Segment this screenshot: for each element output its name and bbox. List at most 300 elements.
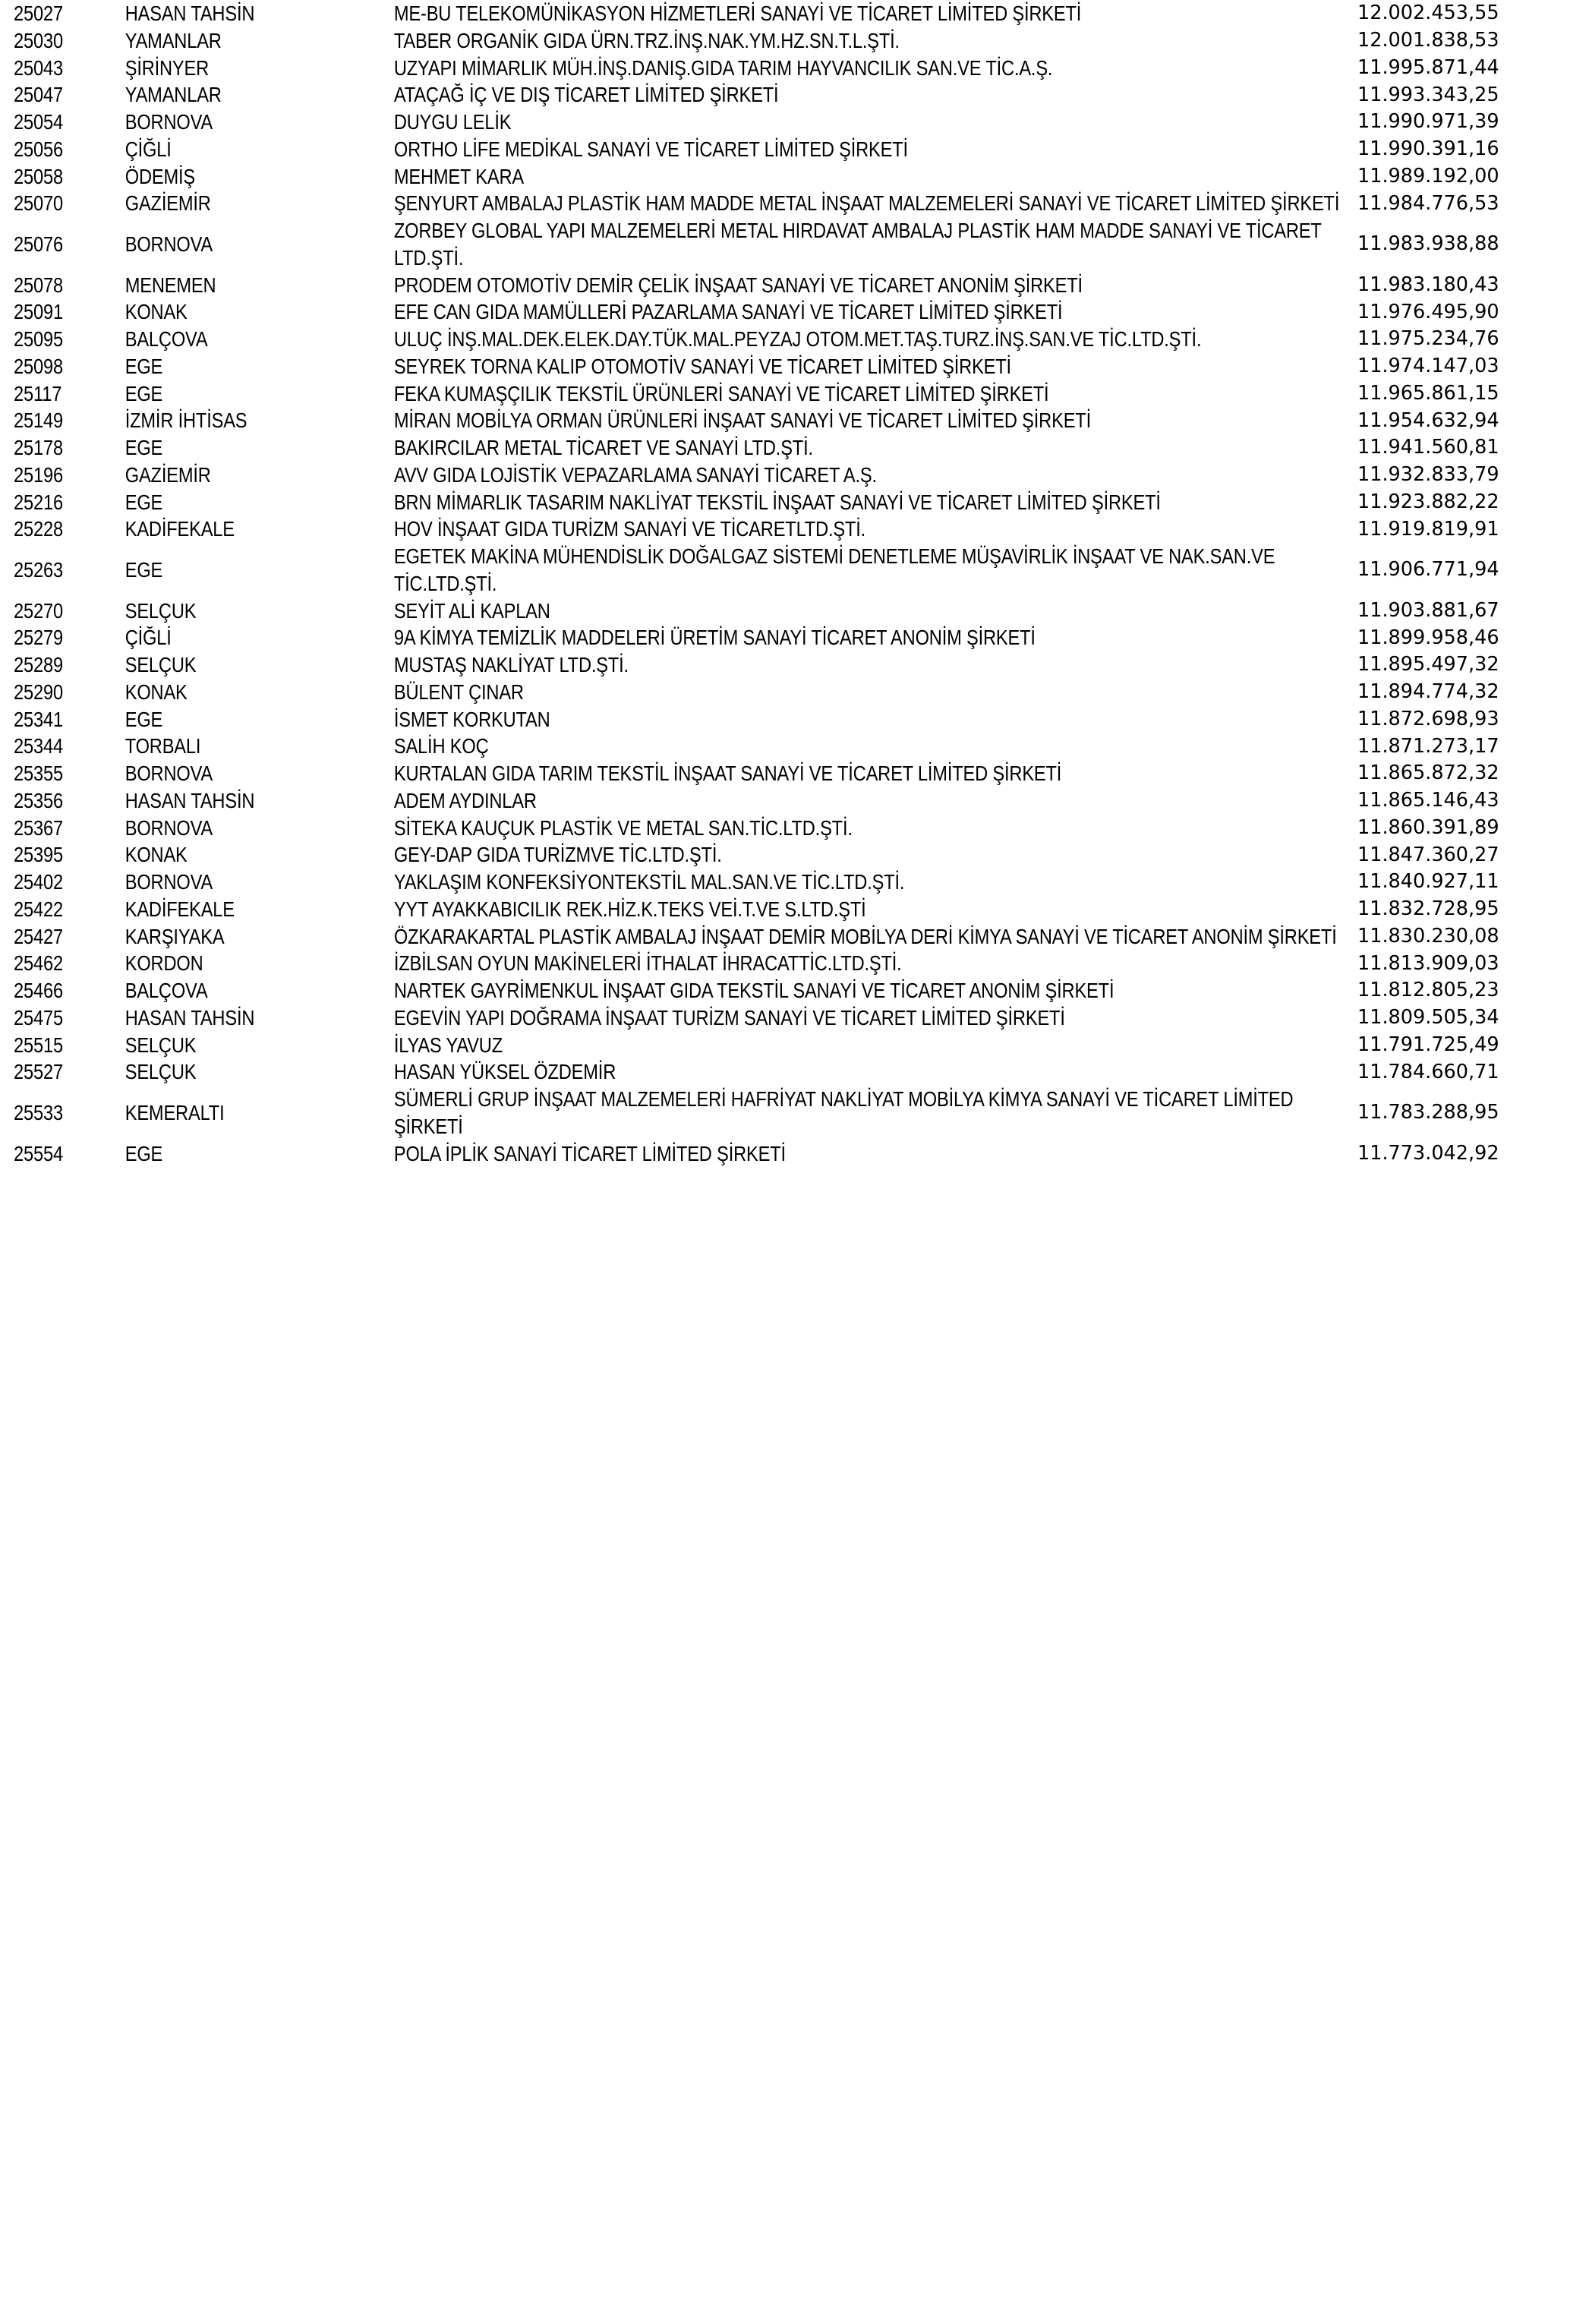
tax-office-name: SELÇUK [125, 598, 197, 623]
taxpayer-code: 25228 [14, 517, 63, 541]
cell-name [393, 0, 1354, 27]
taxpayer-code: 25554 [14, 1141, 63, 1165]
tax-office-name: KONAK [125, 843, 188, 867]
tax-amount: 11.784.660,71 [1357, 1060, 1499, 1083]
tax-amount: 11.903.881,67 [1357, 598, 1499, 622]
taxpayer-code: 25527 [14, 1060, 63, 1084]
cell-office [124, 217, 393, 272]
taxpayer-code: 25279 [14, 626, 63, 650]
cell-code [0, 841, 124, 869]
taxpayer-name: BÜLENT ÇINAR [393, 680, 524, 704]
taxpayer-name: UZYAPI MİMARLIK MÜH.İNŞ.DANIŞ.GIDA TARIM HAYVANCILIK SAN.VE TİC.A.Ş. [393, 55, 1053, 80]
tax-amount: 11.809.505,34 [1357, 1006, 1499, 1030]
cell-office [124, 869, 393, 896]
cell-name [393, 1086, 1354, 1140]
cell-name [393, 326, 1354, 353]
tax-office-name: KADİFEKALE [125, 517, 235, 541]
tax-office-name: ÖDEMİŞ [125, 164, 195, 188]
taxpayer-name: HASAN YÜKSEL ÖZDEMİR [393, 1060, 616, 1084]
taxpayer-name: ORTHO LİFE MEDİKAL SANAYİ VE TİCARET LİMİTED ŞİRKETİ [393, 137, 908, 161]
cell-code [0, 272, 124, 299]
cell-name [393, 815, 1354, 842]
taxpayer-name: BRN MİMARLIK TASARIM NAKLİYAT TEKSTİL İNŞAAT SANAYİ VE TİCARET LİMİTED ŞİRKETİ [393, 490, 1161, 514]
cell-amount [1354, 706, 1589, 733]
taxpayer-name: YAKLAŞIM KONFEKSİYONTEKSTİL MAL.SAN.VE TİC.LTD.ŞTİ. [393, 870, 905, 894]
cell-code [0, 27, 124, 55]
taxpayer-name: İSMET KORKUTAN [393, 707, 550, 731]
cell-name [393, 272, 1354, 299]
cell-office [124, 1058, 393, 1086]
tax-amount: 11.984.776,53 [1357, 191, 1499, 215]
tax-office-name: EGE [125, 490, 163, 514]
cell-name [393, 109, 1354, 136]
table-row [0, 0, 1589, 27]
taxpayer-name: TABER ORGANİK GIDA ÜRN.TRZ.İNŞ.NAK.YM.HZ.SN.T.L.ŞTİ. [393, 28, 900, 52]
cell-name [393, 516, 1354, 543]
cell-name [393, 1058, 1354, 1086]
tax-office-name: GAZİEMİR [125, 191, 211, 216]
cell-amount [1354, 869, 1589, 896]
cell-code [0, 923, 124, 951]
taxpayer-code: 25098 [14, 354, 63, 378]
taxpayer-name: SÜMERLİ GRUP İNŞAAT MALZEMELERİ HAFRİYAT NAKLİYAT MOBİLYA KİMYA SANAYİ VE TİCARET LİMİTED ŞİRKETİ [393, 1087, 1294, 1138]
cell-name [393, 1140, 1354, 1168]
cell-amount [1354, 1086, 1589, 1140]
cell-name [393, 407, 1354, 434]
cell-amount [1354, 923, 1589, 951]
taxpayer-name: ÖZKARAKARTAL PLASTİK AMBALAJ İNŞAAT DEMİR MOBİLYA DERİ KİMYA SANAYİ VE TİCARET ANONİM ŞİRKETİ [393, 924, 1337, 948]
cell-name [393, 217, 1354, 272]
cell-amount [1354, 81, 1589, 109]
taxpayer-code: 25196 [14, 462, 63, 487]
table-row [0, 896, 1589, 923]
cell-office [124, 380, 393, 408]
cell-amount [1354, 977, 1589, 1004]
taxpayer-code: 25533 [14, 1100, 63, 1124]
tax-office-name: HASAN TAHSİN [125, 788, 255, 812]
cell-name [393, 787, 1354, 815]
cell-amount [1354, 272, 1589, 299]
table-row [0, 407, 1589, 434]
taxpayer-code: 25344 [14, 734, 63, 758]
cell-amount [1354, 624, 1589, 651]
taxpayer-code: 25515 [14, 1033, 63, 1057]
tax-office-name: İZMİR İHTİSAS [125, 408, 247, 433]
cell-amount [1354, 136, 1589, 163]
tax-office-name: EGE [125, 436, 163, 459]
tax-office-name: KORDON [125, 951, 203, 976]
cell-office [124, 353, 393, 380]
cell-code [0, 380, 124, 408]
tax-office-name: EGE [125, 1141, 163, 1165]
cell-code [0, 1004, 124, 1032]
tax-amount: 11.974.147,03 [1357, 355, 1499, 378]
taxpayer-name: ADEM AYDINLAR [393, 788, 537, 812]
cell-name [393, 841, 1354, 869]
table-row [0, 489, 1589, 516]
cell-amount [1354, 1004, 1589, 1032]
cell-office [124, 815, 393, 842]
tax-office-name: KONAK [125, 300, 188, 324]
tax-office-name: KADİFEKALE [125, 897, 235, 921]
taxpayer-code: 25466 [14, 979, 63, 1002]
taxpayer-code: 25076 [14, 232, 63, 256]
cell-code [0, 1058, 124, 1086]
tax-office-name: ŞİRİNYER [125, 55, 210, 80]
cell-office [124, 1032, 393, 1059]
table-row [0, 706, 1589, 733]
cell-office [124, 543, 393, 598]
tax-office-name: EGE [125, 354, 163, 378]
taxpayer-code: 25047 [14, 83, 63, 107]
taxpayer-name: ŞENYURT AMBALAJ PLASTİK HAM MADDE METAL İNŞAAT MALZEMELERİ SANAYİ VE TİCARET LİMİTED ŞİRKETİ [393, 191, 1340, 216]
table-row [0, 679, 1589, 706]
taxpayer-name: GEY-DAP GIDA TURİZMVE TİC.LTD.ŞTİ. [393, 843, 722, 867]
cell-office [124, 298, 393, 326]
cell-code [0, 462, 124, 489]
cell-code [0, 109, 124, 136]
cell-office [124, 136, 393, 163]
table-row [0, 353, 1589, 380]
table-row [0, 1032, 1589, 1059]
taxpayer-code: 25422 [14, 897, 63, 921]
cell-name [393, 624, 1354, 651]
cell-name [393, 380, 1354, 408]
cell-office [124, 787, 393, 815]
taxpayer-name: HOV İNŞAAT GIDA TURİZM SANAYİ VE TİCARETLTD.ŞTİ. [393, 517, 866, 541]
tax-amount: 11.954.632,94 [1357, 408, 1499, 432]
taxpayer-code: 25043 [14, 55, 63, 80]
tax-office-name: HASAN TAHSİN [125, 1005, 255, 1030]
taxpayer-code: 25216 [14, 490, 63, 514]
taxpayer-name: KURTALAN GIDA TARIM TEKSTİL İNŞAAT SANAYİ VE TİCARET LİMİTED ŞİRKETİ [393, 762, 1062, 785]
cell-name [393, 977, 1354, 1004]
cell-amount [1354, 462, 1589, 489]
cell-name [393, 1032, 1354, 1059]
cell-office [124, 977, 393, 1004]
taxpayer-code: 25355 [14, 762, 63, 785]
tax-amount: 11.773.042,92 [1357, 1141, 1499, 1165]
tax-office-name: BORNOVA [125, 232, 213, 256]
tax-amount: 11.983.180,43 [1357, 273, 1499, 296]
cell-code [0, 598, 124, 625]
cell-name [393, 651, 1354, 679]
cell-amount [1354, 787, 1589, 815]
table-row [0, 1004, 1589, 1032]
cell-office [124, 598, 393, 625]
cell-amount [1354, 1058, 1589, 1086]
cell-name [393, 434, 1354, 462]
tax-amount: 11.783.288,95 [1357, 1101, 1499, 1124]
taxpayer-code: 25091 [14, 300, 63, 324]
taxpayer-code: 25462 [14, 951, 63, 976]
cell-amount [1354, 760, 1589, 787]
tax-amount: 11.872.698,93 [1357, 707, 1499, 730]
tax-amount: 11.832.728,95 [1357, 897, 1499, 921]
cell-office [124, 1140, 393, 1168]
cell-office [124, 706, 393, 733]
cell-code [0, 81, 124, 109]
tax-amount: 11.989.192,00 [1357, 164, 1499, 188]
taxpayer-code: 25356 [14, 788, 63, 812]
tax-office-name: YAMANLAR [125, 28, 222, 52]
cell-amount [1354, 0, 1589, 27]
tax-office-name: TORBALI [125, 734, 201, 758]
cell-office [124, 624, 393, 651]
table-row [0, 598, 1589, 625]
cell-name [393, 190, 1354, 217]
tax-office-name: SELÇUK [125, 653, 197, 676]
cell-office [124, 27, 393, 55]
tax-amount: 11.865.146,43 [1357, 789, 1499, 812]
taxpayer-code: 25178 [14, 436, 63, 459]
taxpayer-code: 25027 [14, 2, 63, 25]
cell-name [393, 598, 1354, 625]
table-row [0, 787, 1589, 815]
cell-office [124, 516, 393, 543]
taxpayer-name: SALİH KOÇ [393, 734, 489, 758]
cell-name [393, 353, 1354, 380]
cell-name [393, 462, 1354, 489]
cell-amount [1354, 380, 1589, 408]
cell-office [124, 1086, 393, 1140]
cell-office [124, 462, 393, 489]
cell-amount [1354, 598, 1589, 625]
cell-office [124, 841, 393, 869]
taxpayer-name: 9A KİMYA TEMİZLİK MADDELERİ ÜRETİM SANAYİ TİCARET ANONİM ŞİRKETİ [393, 626, 1036, 650]
table-row [0, 1058, 1589, 1086]
tax-office-name: EGE [125, 707, 163, 731]
taxpayer-code: 25367 [14, 815, 63, 840]
cell-amount [1354, 489, 1589, 516]
table-row [0, 624, 1589, 651]
taxpayer-code: 25263 [14, 557, 63, 582]
cell-amount [1354, 733, 1589, 760]
table-row [0, 841, 1589, 869]
taxpayer-name: FEKA KUMAŞÇILIK TEKSTİL ÜRÜNLERİ SANAYİ VE TİCARET LİMİTED ŞİRKETİ [393, 381, 1049, 405]
tax-office-name: GAZİEMİR [125, 462, 211, 487]
taxpayer-name: ME-BU TELEKOMÜNİKASYON HİZMETLERİ SANAYİ VE TİCARET LİMİTED ŞİRKETİ [393, 2, 1082, 25]
table-row [0, 217, 1589, 272]
cell-office [124, 923, 393, 951]
taxpayer-name: ULUÇ İNŞ.MAL.DEK.ELEK.DAY.TÜK.MAL.PEYZAJ OTOM.MET.TAŞ.TURZ.İNŞ.SAN.VE TİC.LTD.ŞTİ. [393, 327, 1202, 351]
cell-name [393, 163, 1354, 191]
table-row [0, 298, 1589, 326]
cell-code [0, 760, 124, 787]
cell-code [0, 543, 124, 598]
taxpayer-code: 25395 [14, 843, 63, 867]
cell-code [0, 55, 124, 82]
tax-office-name: KONAK [125, 680, 188, 704]
taxpayer-name: DUYGU LELİK [393, 110, 512, 134]
tax-office-name: KEMERALTI [125, 1100, 225, 1124]
cell-code [0, 815, 124, 842]
taxpayer-name: MEHMET KARA [393, 164, 524, 188]
table-row [0, 136, 1589, 163]
table-row [0, 27, 1589, 55]
cell-office [124, 109, 393, 136]
cell-amount [1354, 27, 1589, 55]
taxpayer-code: 25290 [14, 680, 63, 704]
cell-office [124, 55, 393, 82]
taxpayer-name: MUSTAŞ NAKLİYAT LTD.ŞTİ. [393, 653, 629, 676]
cell-office [124, 407, 393, 434]
taxpayer-code: 25054 [14, 110, 63, 134]
tax-office-name: BORNOVA [125, 815, 213, 840]
cell-office [124, 679, 393, 706]
cell-code [0, 1086, 124, 1140]
cell-code [0, 217, 124, 272]
tax-office-name: BALÇOVA [125, 979, 208, 1002]
cell-amount [1354, 434, 1589, 462]
tax-office-name: SELÇUK [125, 1033, 197, 1057]
tax-amount: 11.975.234,76 [1357, 327, 1499, 351]
tax-office-name: KARŞIYAKA [125, 924, 225, 948]
tax-amount: 11.965.861,15 [1357, 381, 1499, 405]
cell-code [0, 787, 124, 815]
table-row [0, 190, 1589, 217]
table-row [0, 380, 1589, 408]
cell-code [0, 1032, 124, 1059]
taxpayer-name: EGETEK MAKİNA MÜHENDİSLİK DOĞALGAZ SİSTEMİ DENETLEME MÜŞAVİRLİK İNŞAAT VE NAK.SAN.VE TİC.LTD.ŞTİ. [393, 544, 1275, 595]
cell-amount [1354, 950, 1589, 977]
cell-amount [1354, 651, 1589, 679]
tax-amount: 11.990.391,16 [1357, 137, 1499, 161]
cell-code [0, 163, 124, 191]
tax-office-name: MENEMEN [125, 273, 216, 297]
taxpayer-name: ATAÇAĞ İÇ VE DIŞ TİCARET LİMİTED ŞİRKETİ [393, 83, 779, 107]
taxpayer-name: ZORBEY GLOBAL YAPI MALZEMELERİ METAL HIRDAVAT AMBALAJ PLASTİK HAM MADDE SANAYİ VE TİCARET LTD.ŞTİ. [393, 219, 1322, 270]
tax-amount: 11.895.497,32 [1357, 653, 1499, 676]
cell-amount [1354, 326, 1589, 353]
tax-office-name: HASAN TAHSİN [125, 2, 255, 25]
taxpayer-code: 25149 [14, 408, 63, 433]
cell-name [393, 896, 1354, 923]
tax-office-name: BORNOVA [125, 110, 213, 134]
tax-office-name: ÇİĞLİ [125, 137, 172, 161]
cell-amount [1354, 55, 1589, 82]
cell-code [0, 516, 124, 543]
taxpayer-name: MİRAN MOBİLYA ORMAN ÜRÜNLERİ İNŞAAT SANAYİ VE TİCARET LİMİTED ŞİRKETİ [393, 408, 1091, 433]
taxpayer-name: YYT AYAKKABICILIK REK.HİZ.K.TEKS VEİ.T.VE S.LTD.ŞTİ [393, 897, 866, 921]
taxpayer-code: 25402 [14, 870, 63, 894]
cell-name [393, 869, 1354, 896]
cell-name [393, 706, 1354, 733]
cell-office [124, 896, 393, 923]
taxpayer-name: İLYAS YAVUZ [393, 1033, 503, 1057]
cell-name [393, 27, 1354, 55]
cell-office [124, 760, 393, 787]
tax-amount: 12.002.453,55 [1357, 2, 1499, 25]
tax-office-name: EGE [125, 557, 163, 582]
tax-amount: 11.995.871,44 [1357, 55, 1499, 79]
table-row [0, 733, 1589, 760]
taxpayer-name: EGEVİN YAPI DOĞRAMA İNŞAAT TURİZM SANAYİ VE TİCARET LİMİTED ŞİRKETİ [393, 1005, 1065, 1030]
tax-amount: 11.894.774,32 [1357, 680, 1499, 704]
tax-office-name: ÇİĞLİ [125, 626, 172, 650]
cell-code [0, 651, 124, 679]
table-row [0, 815, 1589, 842]
tax-amount: 11.906.771,94 [1357, 558, 1499, 582]
cell-code [0, 679, 124, 706]
cell-name [393, 489, 1354, 516]
taxpayer-code: 25070 [14, 191, 63, 216]
table-row [0, 462, 1589, 489]
cell-code [0, 434, 124, 462]
tax-amount: 11.847.360,27 [1357, 843, 1499, 866]
tax-amount: 11.830.230,08 [1357, 924, 1499, 948]
tax-amount: 11.860.391,89 [1357, 815, 1499, 839]
tax-amount: 12.001.838,53 [1357, 29, 1499, 52]
taxpayer-name: SEYREK TORNA KALIP OTOMOTİV SANAYİ VE TİCARET LİMİTED ŞİRKETİ [393, 354, 1011, 378]
table-row [0, 651, 1589, 679]
taxpayer-name: PRODEM OTOMOTİV DEMİR ÇELİK İNŞAAT SANAYİ VE TİCARET ANONİM ŞİRKETİ [393, 273, 1083, 297]
taxpayer-name: BAKIRCILAR METAL TİCARET VE SANAYİ LTD.ŞTİ. [393, 436, 813, 459]
cell-office [124, 651, 393, 679]
cell-amount [1354, 841, 1589, 869]
table-row [0, 923, 1589, 951]
cell-code [0, 0, 124, 27]
tax-office-name: BORNOVA [125, 870, 213, 894]
table-row [0, 163, 1589, 191]
cell-amount [1354, 815, 1589, 842]
cell-office [124, 0, 393, 27]
cell-name [393, 543, 1354, 598]
cell-office [124, 733, 393, 760]
cell-name [393, 1004, 1354, 1032]
table-row [0, 516, 1589, 543]
cell-name [393, 298, 1354, 326]
cell-code [0, 326, 124, 353]
cell-name [393, 81, 1354, 109]
table-row [0, 81, 1589, 109]
table-row [0, 272, 1589, 299]
tax-amount: 11.932.833,79 [1357, 463, 1499, 487]
cell-code [0, 190, 124, 217]
taxpayer-code: 25341 [14, 707, 63, 731]
cell-office [124, 81, 393, 109]
taxpayer-code: 25095 [14, 327, 63, 351]
taxpayer-name: İZBİLSAN OYUN MAKİNELERİ İTHALAT İHRACATTİC.LTD.ŞTİ. [393, 951, 902, 976]
cell-code [0, 624, 124, 651]
tax-office-name: BORNOVA [125, 762, 213, 785]
tax-amount: 11.983.938,88 [1357, 232, 1499, 256]
tax-amount: 11.865.872,32 [1357, 762, 1499, 785]
taxpayer-name: POLA İPLİK SANAYİ TİCARET LİMİTED ŞİRKETİ [393, 1141, 786, 1165]
cell-amount [1354, 217, 1589, 272]
tax-office-name: YAMANLAR [125, 83, 222, 107]
cell-office [124, 1004, 393, 1032]
cell-amount [1354, 190, 1589, 217]
taxpayer-code: 25030 [14, 28, 63, 52]
table-row [0, 950, 1589, 977]
taxpayer-name: SİTEKA KAUÇUK PLASTİK VE METAL SAN.TİC.LTD.ŞTİ. [393, 815, 853, 840]
cell-code [0, 896, 124, 923]
cell-code [0, 489, 124, 516]
tax-office-name: SELÇUK [125, 1060, 197, 1084]
tax-amount: 11.990.971,39 [1357, 110, 1499, 134]
table-row [0, 543, 1589, 598]
cell-amount [1354, 163, 1589, 191]
cell-name [393, 679, 1354, 706]
taxpayer-code: 25117 [14, 381, 62, 405]
cell-name [393, 136, 1354, 163]
cell-name [393, 923, 1354, 951]
tax-office-name: BALÇOVA [125, 327, 208, 351]
cell-name [393, 55, 1354, 82]
taxpayer-name: NARTEK GAYRİMENKUL İNŞAAT GIDA TEKSTİL SANAYİ VE TİCARET ANONİM ŞİRKETİ [393, 979, 1115, 1002]
cell-code [0, 298, 124, 326]
